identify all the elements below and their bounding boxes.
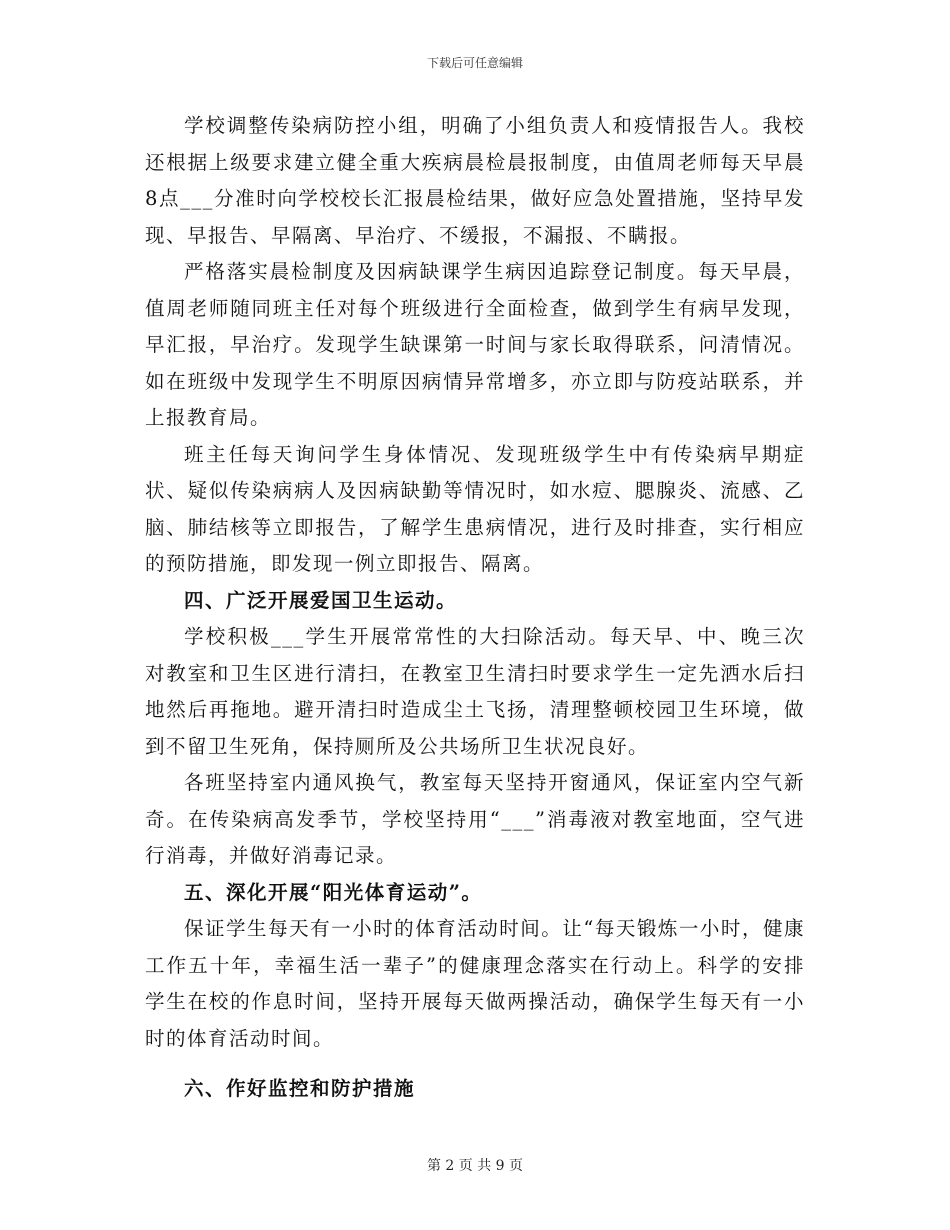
section-heading-patriotic-hygiene: 四、广泛开展爱国卫生运动。 [184, 588, 458, 612]
document-body [145, 108, 805, 1108]
paragraph-ventilation-disinfection: 各班坚持室内通风换气，教室每天坚持开窗通风，保证室内空气新奇。在传染病高发季节，学校坚持用“___”消毒液对教室地面，空气进行消毒，并做好消毒记录。 [145, 771, 805, 867]
paragraph-class-teacher-reporting: 班主任每天询问学生身体情况、发现班级学生中有传染病早期症状、疑似传染病病人及因病缺勤等情况时，如水痘、腮腺炎、流感、乙脑、肺结核等立即报告，了解学生患病情况，进行及时排查，实行相应的预防措施，即发现一例立即报告、隔离。 [145, 442, 805, 575]
paragraph-cleaning-activities: 学校积极___学生开展常常性的大扫除活动。每天早、中、晚三次对教室和卫生区进行清扫，在教室卫生清扫时要求学生一定先洒水后扫地然后再拖地。避开清扫时造成尘土飞扬，清理整顿校园卫生环境，做到不留卫生死角，保持厕所及公共场所卫生状况良好。 [145, 625, 805, 758]
paragraph-morning-check-system: 严格落实晨检制度及因病缺课学生病因追踪登记制度。每天早晨，值周老师随同班主任对每个班级进行全面检查，做到学生有病早发现，早汇报，早治疗。发现学生缺课第一时间与家长取得联系，问清情况。如在班级中发现学生不明原因病情异常增多，亦立即与防疫站联系，并上报教育局。 [145, 260, 805, 429]
header-note: 下载后可任意编辑 [426, 56, 523, 70]
section-heading-monitoring-protection: 六、作好监控和防护措施 [184, 1077, 416, 1100]
section-heading-sunshine-sports: 五、深化开展“阳光体育运动”。 [184, 880, 483, 904]
paragraph-physical-activity-time: 保证学生每天有一小时的体育活动时间。让“每天锻炼一小时，健康工作五十年，幸福生活一辈子”的健康理念落实在行动上。科学的安排学生在校的作息时间，坚持开展每天做两操活动，确保学生每天有一小时的体育活动时间。 [145, 917, 805, 1050]
page-number: 第 2 页 共 9 页 [426, 1158, 524, 1174]
paragraph-epidemic-control-group: 学校调整传染病防控小组，明确了小组负责人和疫情报告人。我校还根据上级要求建立健全重大疾病晨检晨报制度，由值周老师每天早晨8点___分准时向学校校长汇报晨检结果，做好应急处置措施，坚持早发现、早报告、早隔离、早治疗、不缓报，不漏报、不瞒报。 [145, 114, 805, 247]
